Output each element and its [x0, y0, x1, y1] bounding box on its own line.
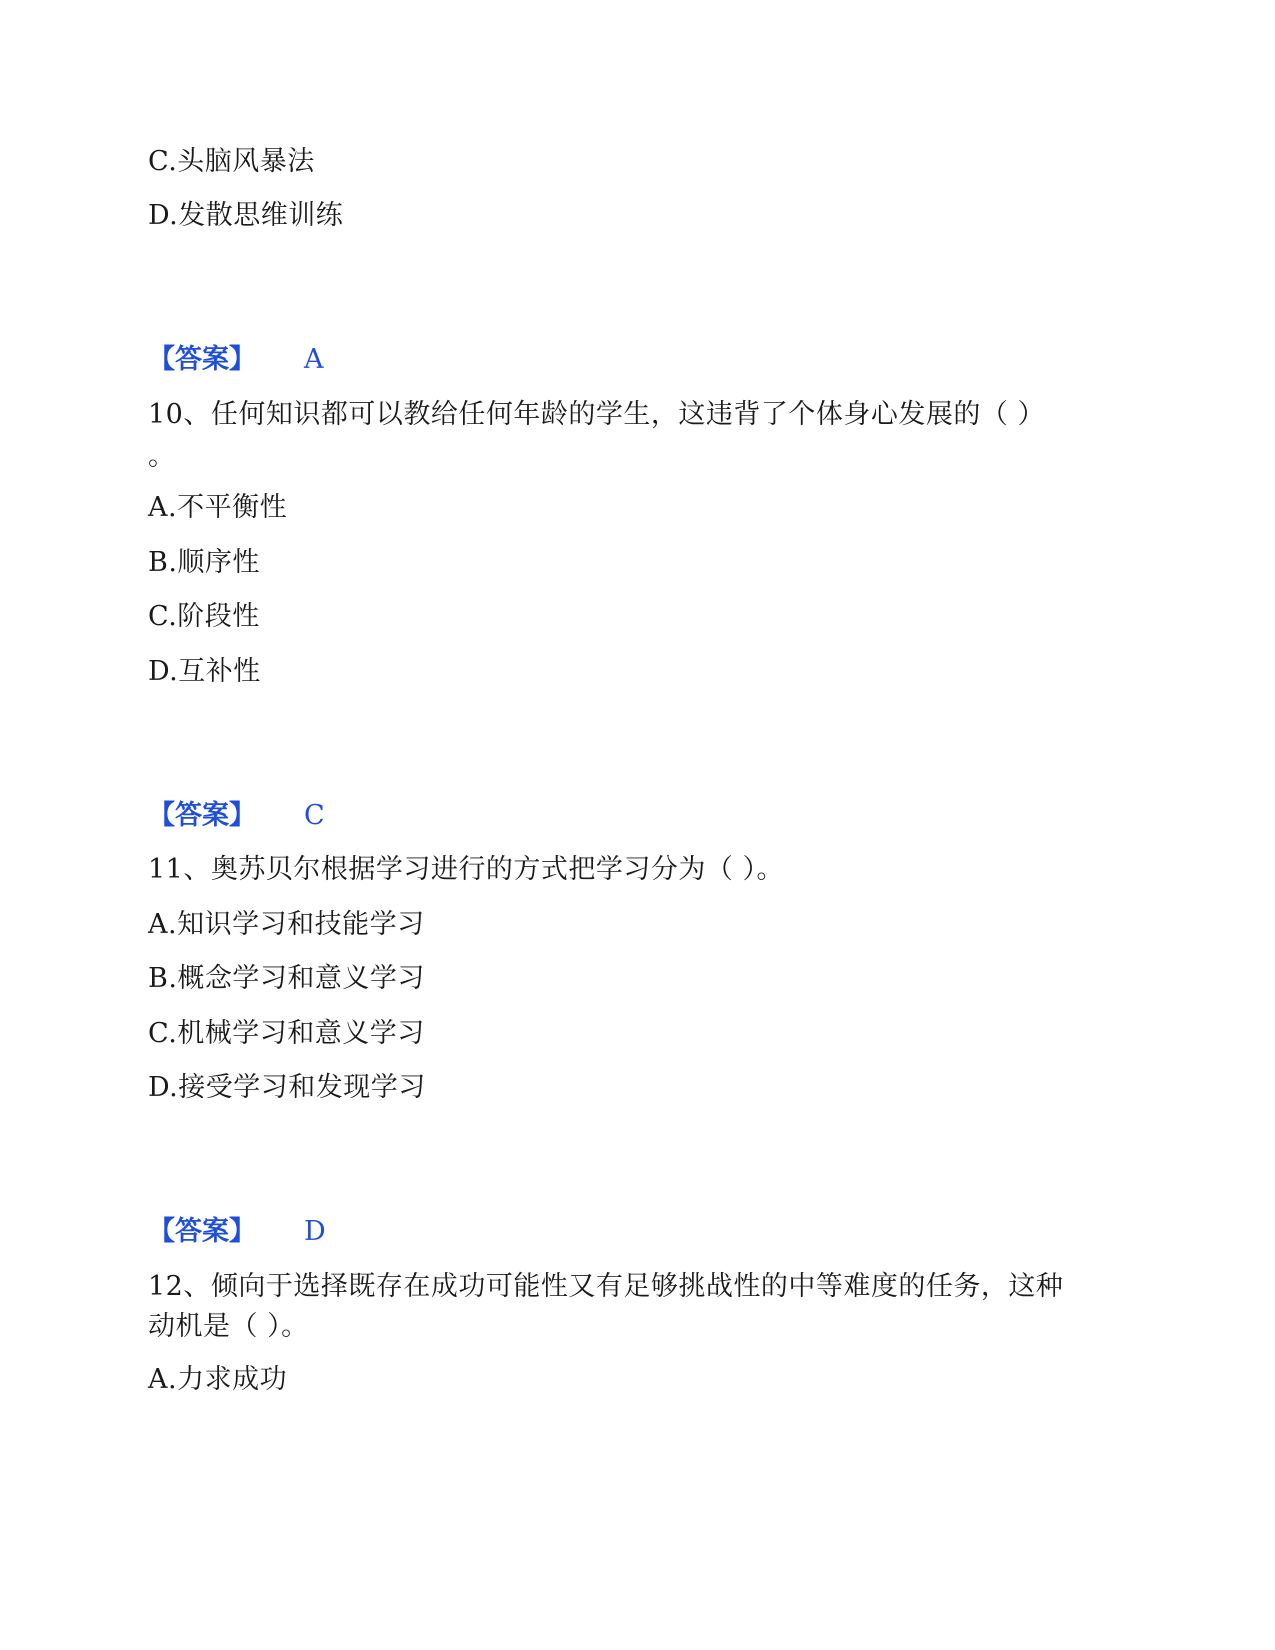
q10-option-b: B.顺序性 — [148, 547, 260, 578]
q10-option-a: A.不平衡性 — [148, 492, 288, 523]
q9-option-c: C.头脑风暴法 — [148, 146, 315, 177]
q12-stem-line2: 动机是（ ）。 — [148, 1311, 309, 1342]
q10-option-c: C.阶段性 — [148, 601, 260, 632]
answer-value: A — [304, 344, 324, 375]
q12-stem-line1: 12、倾向于选择既存在成功可能性又有足够挑战性的中等难度的任务，这种 — [148, 1271, 1064, 1302]
answer-label: 【答案】 — [148, 344, 256, 375]
q11-option-c: C.机械学习和意义学习 — [148, 1018, 425, 1049]
q12-option-a: A.力求成功 — [148, 1364, 288, 1395]
q11-stem: 11、奥苏贝尔根据学习进行的方式把学习分为（ ）。 — [148, 854, 784, 885]
answer-value: D — [304, 1216, 326, 1247]
answer-label: 【答案】 — [148, 1216, 256, 1247]
q10-answer — [148, 799, 325, 833]
answer-value: C — [304, 800, 325, 831]
q10-stem-line1: 10、任何知识都可以教给任何年龄的学生，这违背了个体身心发展的（ ） — [148, 399, 1045, 430]
q9-option-d: D.发散思维训练 — [148, 200, 344, 231]
q11-option-b: B.概念学习和意义学习 — [148, 963, 425, 994]
q11-answer — [148, 1215, 326, 1249]
q11-option-a: A.知识学习和技能学习 — [148, 909, 425, 940]
q10-option-d: D.互补性 — [148, 656, 261, 687]
q9-answer — [148, 343, 324, 377]
q10-stem-line2: 。 — [148, 441, 176, 472]
answer-label: 【答案】 — [148, 800, 256, 831]
q11-option-d: D.接受学习和发现学习 — [148, 1072, 426, 1103]
